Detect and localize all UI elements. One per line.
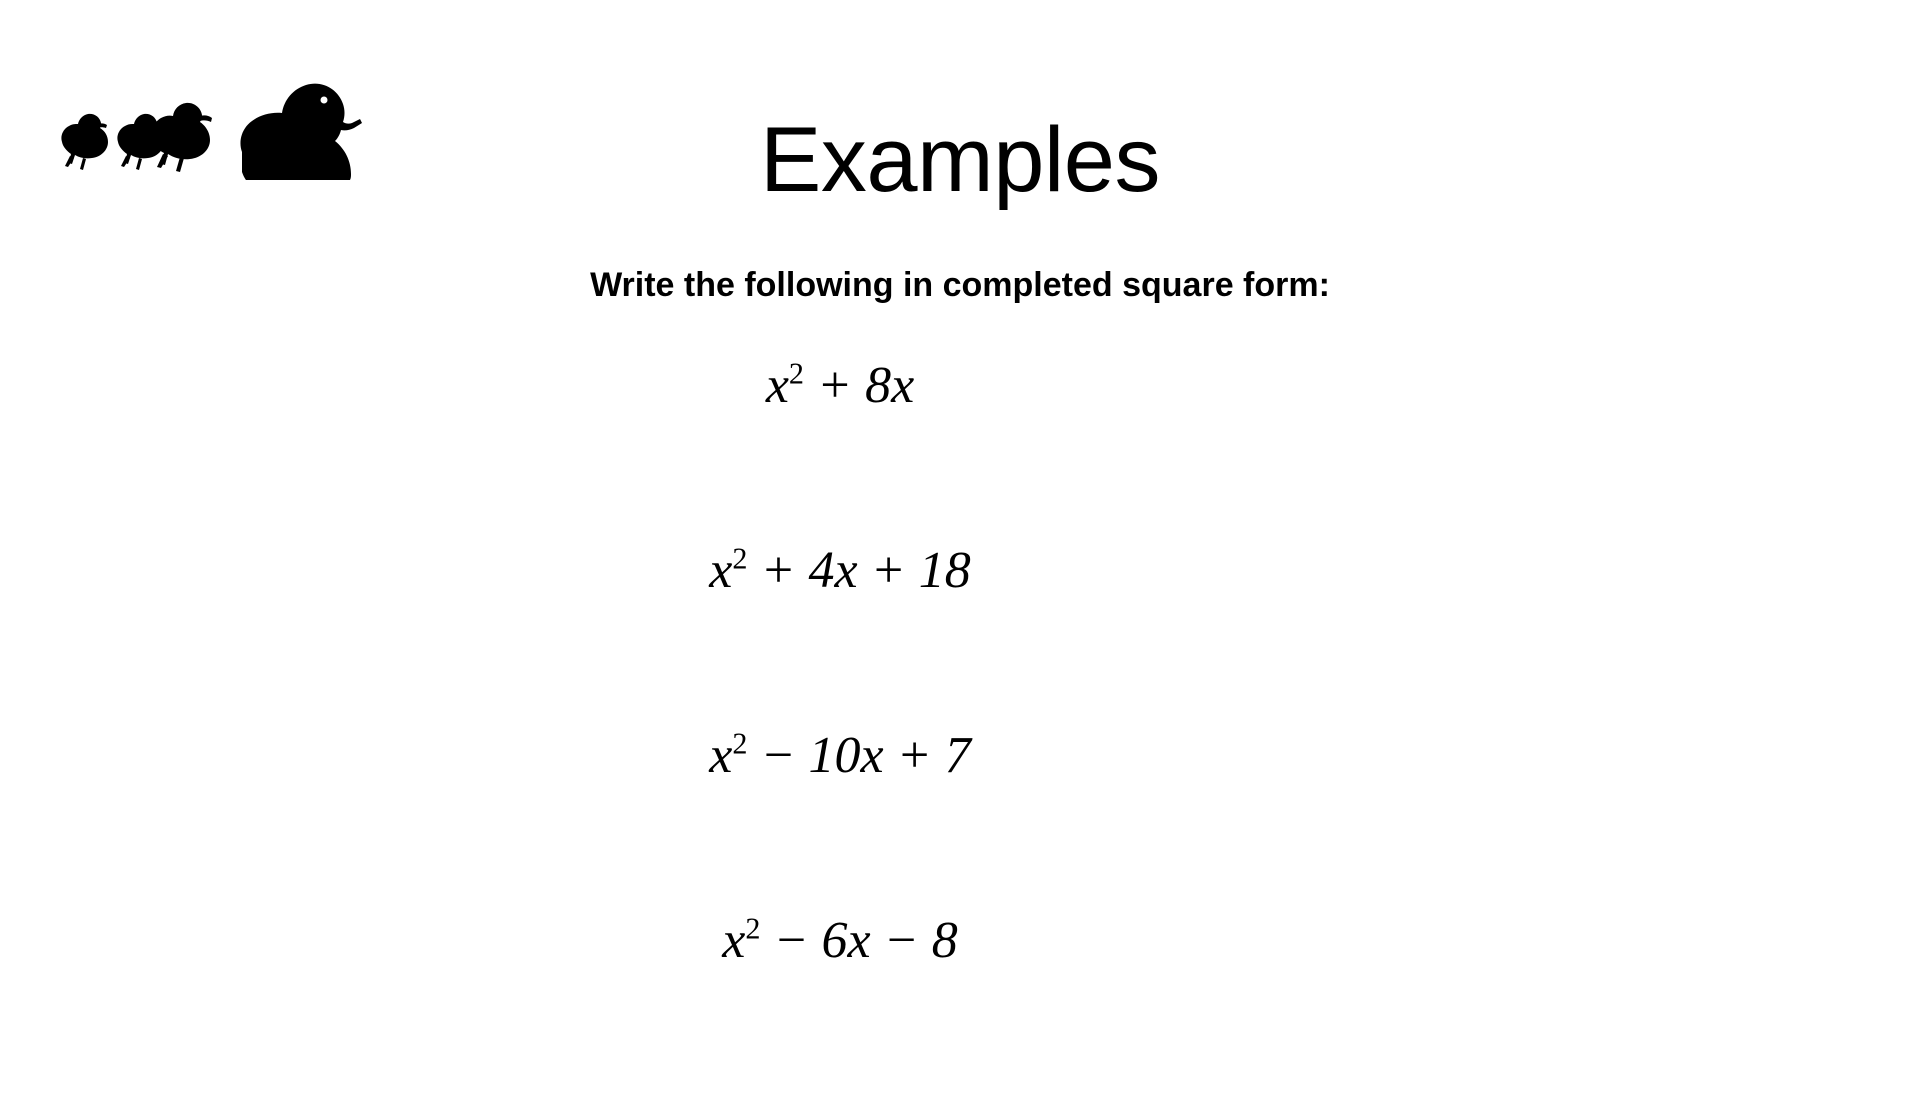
equation-4-variable: x [722,912,746,969]
equation-3-exponent: 2 [732,726,748,761]
equation-2-variable: x [709,542,733,599]
list-item [0,356,1920,545]
equation-list [0,356,1920,1100]
equation-2 [709,541,971,599]
equation-3-variable: x [709,727,733,784]
page-title: Examples [760,108,1160,211]
equation-1 [765,356,915,414]
equation-3 [709,726,971,784]
equation-2-remainder: + 4x + 18 [747,542,971,599]
instruction-text: Write the following in completed square form: [590,266,1330,305]
equation-1-exponent: 2 [788,356,804,391]
equation-1-variable: x [765,357,789,414]
equation-4 [722,911,958,969]
equation-2-exponent: 2 [732,541,748,576]
equation-1-remainder: + 8x [804,357,915,414]
list-item [0,726,1920,915]
equation-4-remainder: − 6x − 8 [760,912,958,969]
equation-3-remainder: − 10x + 7 [747,727,971,784]
equation-4-exponent: 2 [745,911,761,946]
list-item [0,911,1920,1100]
list-item [0,541,1920,730]
